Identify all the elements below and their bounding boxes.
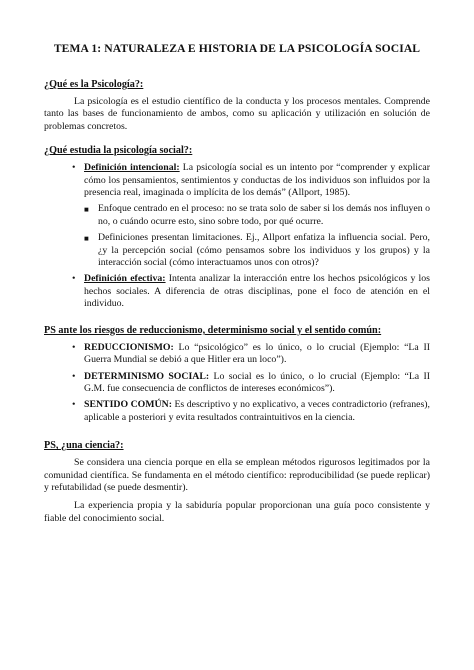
section-is-it-science <box>44 440 430 525</box>
bullet-icon: • <box>72 399 76 411</box>
square-bullet-icon: ■ <box>84 234 89 244</box>
item-label: Definición intencional: <box>84 162 180 174</box>
sub-bullet-list <box>84 203 430 269</box>
item-text: La psicología social es un intento por “comprender y explicar cómo los pensamientos, sentimientos y conductas de los individuos son influidos por la presencia real, imaginada o implícita de los demás” (Allport, 1985). <box>84 162 430 199</box>
bullet-icon: • <box>72 370 76 382</box>
section-risks <box>44 325 430 424</box>
bullet-icon: • <box>72 341 76 353</box>
item-text: Es descriptivo y no explicativo, a veces contradictorio (refranes), aplicable a posteriori y evita resultados contraintuitivos en la ciencia. <box>84 399 430 423</box>
bullet-icon: • <box>72 162 76 174</box>
sub-item-text: Enfoque centrado en el proceso: no se trata solo de saber si los demás nos influyen o no, o cuándo ocurre esto, sino sobre todo, por qué ocurre. <box>98 203 430 227</box>
item-label: REDUCCIONISMO: <box>84 341 174 353</box>
bullet-list <box>44 162 430 310</box>
bullet-list <box>44 342 430 424</box>
section-heading: ¿Qué es la Psicología?: <box>44 79 144 90</box>
section-paragraph: Se considera una ciencia porque en ella se emplean métodos rigurosos legitimados por la comunidad científica. Se fundamenta en el método científico: reproducibilidad (se puede replicar) y refutabilidad (se puede desmentir). <box>44 457 430 493</box>
section-heading: PS, ¿una ciencia?: <box>44 440 124 452</box>
sub-list-item <box>84 232 430 269</box>
item-text: Lo social es lo único, o lo crucial (Ejemplo: “La II G.M. fue consecuencia de conflictos de intereses económicos”). <box>84 370 430 394</box>
section-heading: ¿Qué estudia la psicología social?: <box>44 145 193 157</box>
document-title: TEMA 1: NATURALEZA E HISTORIA DE LA PSICOLOGÍA SOCIAL <box>53 42 421 55</box>
item-text: Lo “psicológico” es lo único, o lo crucial (Ejemplo: “La II Guerra Mundial se debió a que Hitler era un loco”). <box>84 341 430 366</box>
section-paragraph: La psicología es el estudio científico de la conducta y los procesos mentales. Comprende tanto las bases de funcionamiento de ambos, como su aplicación y utilización en solución de problemas concretos. <box>44 96 430 132</box>
list-item <box>44 273 430 310</box>
item-label: SENTIDO COMÚN: <box>84 399 172 411</box>
square-bullet-icon: ■ <box>84 205 89 215</box>
bullet-icon: • <box>72 273 76 285</box>
list-item <box>44 162 430 269</box>
item-label: Definición efectiva: <box>84 273 166 285</box>
section-heading: PS ante los riesgos de reduccionismo, determinismo social y el sentido común: <box>44 324 382 336</box>
section-what-social-psychology-studies <box>44 145 430 310</box>
sub-list-item <box>84 203 430 228</box>
list-item <box>44 399 430 424</box>
item-label: DETERMINISMO SOCIAL: <box>84 370 210 382</box>
list-item <box>44 371 430 396</box>
section-what-is-psychology <box>44 79 430 133</box>
item-text: Intenta analizar la interacción entre los hechos psicológicos y los hechos sociales. A diferencia de otras disciplinas, pone el foco de atención en el individuo. <box>84 273 430 310</box>
section-paragraph: La experiencia propia y la sabiduría popular proporcionan una guía poco consistente y fiable del conocimiento social. <box>44 500 430 524</box>
sub-item-text: Definiciones presentan limitaciones. Ej., Allport enfatiza la influencia social. Pero, ¿y la percepción social (cómo pensamos sobre los individuos y los grupos) y la interacción social (cómo interactuamos unos con otros)? <box>98 232 430 269</box>
list-item <box>44 342 430 367</box>
